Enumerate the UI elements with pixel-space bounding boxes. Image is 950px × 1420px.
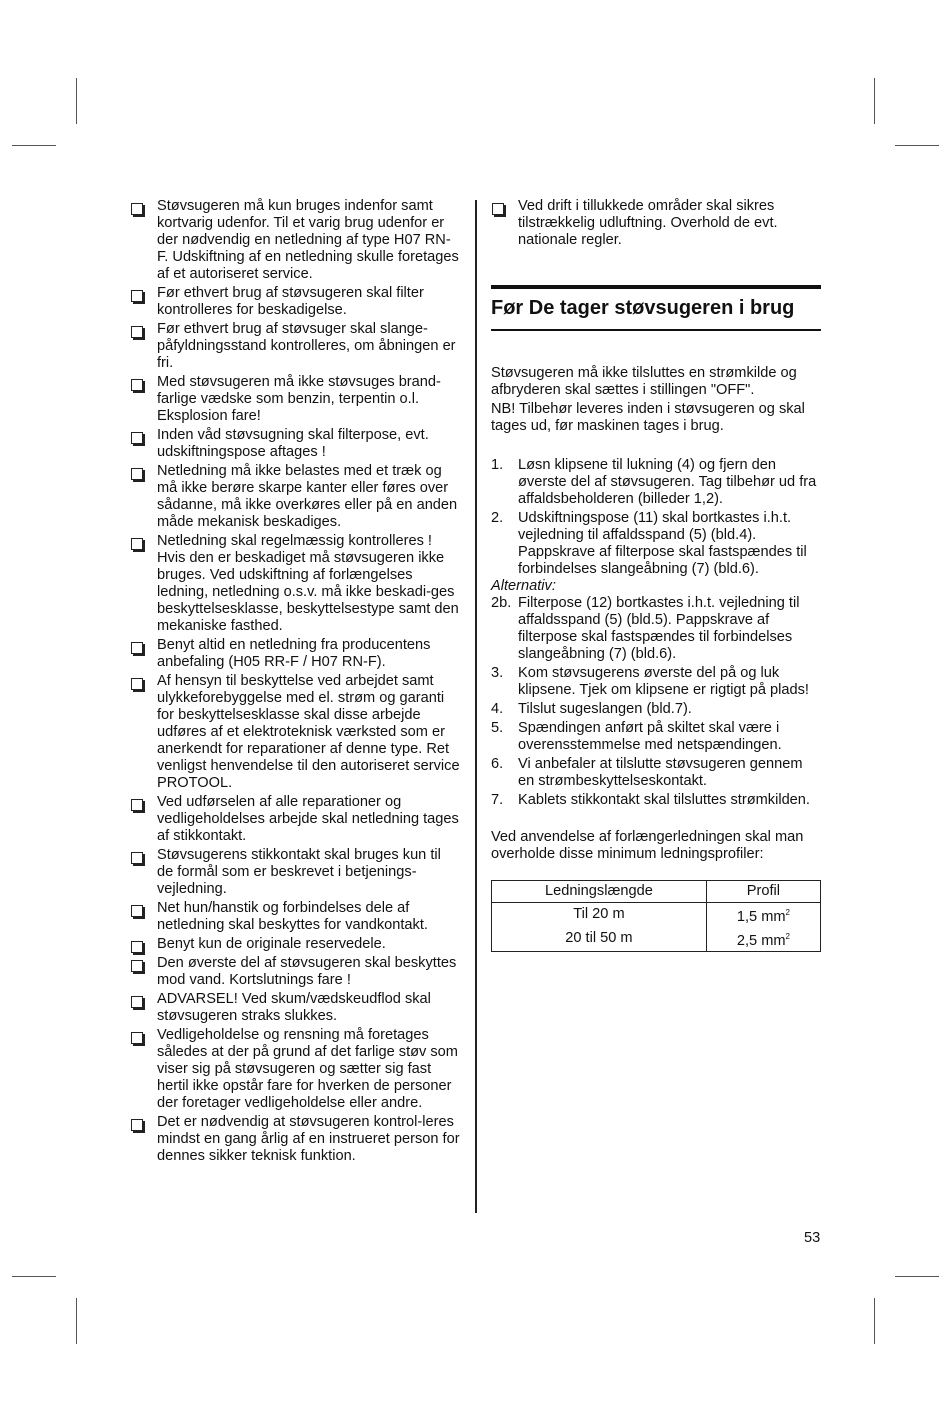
table-row: [492, 903, 821, 927]
table-header-row: [492, 881, 821, 903]
list-item: 1. Løsn klipsene til lukning (4) og fjern den øverste del af støvsugeren. Tag tilbehør ud fra affaldsbeholderen (billeder 1,2).: [491, 457, 817, 507]
table-row: [492, 927, 821, 951]
list-item: Net hun/hanstik og forbindelses dele af netledning skal beskyttes for vandkontakt.: [130, 900, 460, 934]
table-cell-length: Til 20 m: [492, 903, 707, 927]
crop-mark: [76, 78, 77, 124]
list-item: Det er nødvendig at støvsugeren kontrol-leres mindst en gang årlig af en instrueret person for dennes sikker teknisk funktion.: [130, 1114, 460, 1165]
page-number: 53: [804, 1230, 821, 1246]
list-item: 2. Udskiftningspose (11) skal bortkastes i.h.t. vejledning til affaldsspand (5) (bld.4). Pappskrave af filterpose skal fastspændes til forbindelses slangeåbning (7) (bld.6).: [491, 510, 807, 577]
list-item: Støvsugeren må kun bruges indenfor samt kortvarig udenfor. Til et varig brug udenfor er der nødvendig en netledning af type H07 RN-F. Udskiftning af en netledning skulle foretages af et autoriseret service.: [130, 198, 460, 283]
list-item: Den øverste del af støvsugeren skal beskyttes mod vand. Kortslutnings fare !: [130, 955, 460, 989]
intro-paragraph: Støvsugeren må ikke tilsluttes en strømkilde og afbryderen skal sættes i stillingen "OFF".: [491, 365, 797, 398]
list-item: 3. Kom støvsugerens øverste del på og luk klipsene. Tjek om klipsene er rigtigt på plads!: [491, 665, 809, 698]
list-item: Vedligeholdelse og rensning må foretages således at der på grund af det farlige støv som viser sig på støvsugeren og sætter sig fast hertil ikke opstår fare for hverken de personer der foretager vedligeholdelse eller andre.: [130, 1027, 460, 1112]
checkbox-bullet-icon: [131, 1119, 143, 1131]
ventilation-list: [491, 198, 821, 249]
checkbox-bullet-icon: [131, 941, 143, 953]
list-item: Netledning må ikke belastes med et træk og må ikke berøre skarpe kanter eller føres over sådanne, må ikke overkøres eller på en anden måde mekanisk beskadiges.: [130, 463, 460, 531]
list-item: Inden våd støvsugning skal filterpose, evt. udskiftningspose aftages !: [130, 427, 460, 461]
extension-note: Ved anvendelse af forlængerledningen skal man overholde disse minimum ledningsprofiler:: [491, 829, 804, 862]
column-header-length: Ledningslængde: [492, 881, 707, 903]
list-item: Benyt altid en netledning fra producentens anbefaling (H05 RR-F / H07 RN-F).: [130, 637, 460, 671]
list-item: 7. Kablets stikkontakt skal tilsluttes strømkilden.: [491, 792, 810, 808]
table-cell-profile: 1,5 $mm^2$: [706, 903, 820, 927]
list-item: ADVARSEL! Ved skum/vædskeudflod skal støvsugeren straks slukkes.: [130, 991, 460, 1025]
checkbox-bullet-icon: [131, 468, 143, 480]
checkbox-bullet-icon: [131, 996, 143, 1008]
list-item: 5. Spændingen anført på skiltet skal være i overensstemmelse med netspændingen.: [491, 720, 782, 753]
crop-mark: [895, 145, 939, 146]
cable-profile-table: [491, 880, 821, 952]
column-divider: [475, 200, 477, 1213]
table-cell-length: 20 til 50 m: [492, 927, 707, 951]
checkbox-bullet-icon: [131, 290, 143, 302]
crop-mark: [895, 1276, 939, 1277]
checkbox-bullet-icon: [131, 678, 143, 690]
checkbox-bullet-icon: [131, 379, 143, 391]
checkbox-bullet-icon: [131, 1032, 143, 1044]
steps-list: [491, 457, 821, 578]
checkbox-bullet-icon: [131, 799, 143, 811]
crop-mark: [874, 1298, 875, 1344]
crop-mark: [12, 145, 56, 146]
right-column: [491, 198, 821, 952]
section-heading: Før De tager støvsugeren i brug: [491, 285, 821, 331]
list-item: Benyt kun de originale reservedele.: [130, 936, 460, 953]
column-header-profile: Profil: [706, 881, 820, 903]
crop-mark: [76, 1298, 77, 1344]
list-item: Før ethvert brug af støvsugeren skal filter kontrolleres for beskadigelse.: [130, 285, 460, 319]
list-item: 2b. Filterpose (12) bortkastes i.h.t. vejledning til affaldsspand (5) (bld.5). Pappskrave af filterpose skal fastspændes til forbindelses slangeåbning (7) (bld.6).: [491, 595, 800, 662]
crop-mark: [874, 78, 875, 124]
checkbox-bullet-icon: [131, 642, 143, 654]
crop-mark: [12, 1276, 56, 1277]
list-item: Ved drift i tillukkede områder skal sikres tilstrækkelig udluftning. Overhold de evt. nationale regler.: [491, 198, 821, 249]
steps-list-continued: [491, 595, 821, 809]
alternative-label: Alternativ:: [491, 578, 556, 594]
checkbox-bullet-icon: [131, 538, 143, 550]
list-item: Støvsugerens stikkontakt skal bruges kun til de formål som er beskrevet i betjenings-vejledning.: [130, 847, 460, 898]
checkbox-bullet-icon: [131, 432, 143, 444]
checkbox-bullet-icon: [131, 326, 143, 338]
note-paragraph: NB! Tilbehør leveres inden i støvsugeren og skal tages ud, før maskinen tages i brug.: [491, 401, 805, 434]
table-cell-profile: 2,5 $mm^2$: [706, 927, 820, 951]
checkbox-bullet-icon: [492, 203, 504, 215]
checkbox-bullet-icon: [131, 203, 143, 215]
list-item: Ved udførselen af alle reparationer og vedligeholdelses arbejde skal netledning tages af stikkontakt.: [130, 794, 460, 845]
list-item: 6. Vi anbefaler at tilslutte støvsugeren gennem en strømbeskyttelseskontakt.: [491, 756, 803, 789]
list-item: 4. Tilslut sugeslangen (bld.7).: [491, 701, 692, 717]
list-item: Med støvsugeren må ikke støvsuges brand-farlige vædske som benzin, terpentin o.l. Eksplosion fare!: [130, 374, 460, 425]
list-item: Af hensyn til beskyttelse ved arbejdet samt ulykkeforebyggelse med el. strøm og garanti for beskyttelsesklasse skal disse arbejde udføres af et elektroteknisk værksted som er anerkendt for reparationer af denne type. Ret venligst henvendelse til den autoriseret service PROTOOL.: [130, 673, 460, 792]
checkbox-bullet-icon: [131, 960, 143, 972]
checkbox-bullet-icon: [131, 852, 143, 864]
list-item: Netledning skal regelmæssig kontrolleres ! Hvis den er beskadiget må støvsugeren ikke bruges. Ved udskiftning af forlængelses ledning, netledning o.s.v. må ikke beskadi-ges beskyttelsesklasse, beskyttelsestype samt den mekaniske fasthed.: [130, 533, 460, 635]
checkbox-bullet-icon: [131, 905, 143, 917]
left-column: [130, 198, 460, 1167]
safety-list: [130, 198, 460, 1165]
list-item: Før ethvert brug af støvsuger skal slange-påfyldningsstand kontrolleres, om åbningen er fri.: [130, 321, 460, 372]
